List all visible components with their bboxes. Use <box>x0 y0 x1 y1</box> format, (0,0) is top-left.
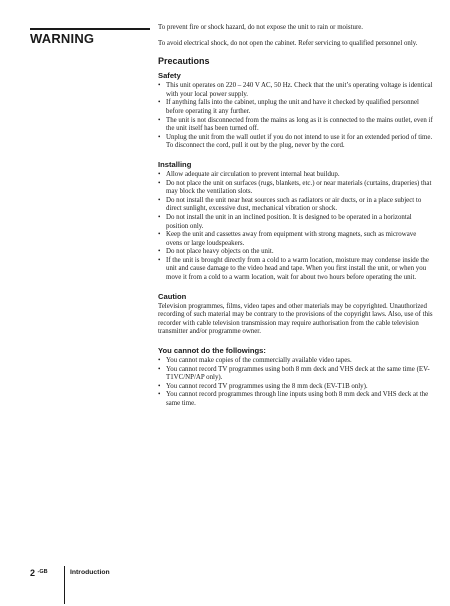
list-item: • Do not install the unit in an inclined position. It is designed to be operated in a horizontal position only. <box>158 214 434 231</box>
list-item: • If the unit is brought directly from a cold to a warm location, moisture may condense inside the unit and cause damage to the video head and tape. When you first install the unit, or when you move it from a cold to a warm location, wait for about two hours before operating the unit. <box>158 257 434 283</box>
list-item: • Do not install the unit near heat sources such as radiators or air ducts, or in a place subject to direct sunlight, excessive dust, mechanical vibration or shock. <box>158 197 434 214</box>
installing-heading: Installing <box>158 159 192 169</box>
caution-paragraph: Television programmes, films, video tapes and other materials may be copyrighted. Unauthorized recording of such material may be contrary to the provisions of the copyright laws. Also, use of this recorder with cable television transmission may require authorisation from the cable television transmitter and/or programme owner. <box>158 302 433 336</box>
warning-title: WARNING <box>30 31 95 46</box>
list-item: • You cannot make copies of the commercially available video tapes. <box>158 357 434 366</box>
list-item: • If anything falls into the cabinet, unplug the unit and have it checked by qualified personnel before operating it any further. <box>158 99 434 116</box>
list-item: • Allow adequate air circulation to prevent internal heat buildup. <box>158 171 434 180</box>
caution-heading: Caution <box>158 291 187 301</box>
cannot-list <box>158 357 434 409</box>
page-number <box>30 568 48 578</box>
list-item: • This unit operates on 220 – 240 V AC, 50 Hz. Check that the unit’s operating voltage is identical with your local power supply. <box>158 82 434 99</box>
cannot-heading: You cannot do the followings: <box>158 346 266 356</box>
intro-paragraph-1: To prevent fire or shock hazard, do not expose the unit to rain or moisture. <box>158 24 364 31</box>
list-item: • The unit is not disconnected from the mains as long as it is connected to the mains outlet, even if the unit itself has been turned off. <box>158 117 434 134</box>
list-item: • You cannot record TV programmes using both 8 mm deck and VHS deck at the same time (EV-T1VC/NP/AP only). <box>158 366 434 383</box>
page-number-suffix: -GB <box>37 569 48 575</box>
installing-list <box>158 171 434 283</box>
intro-paragraph-2: To avoid electrical shock, do not open the cabinet. Refer servicing to qualified personnel only. <box>158 39 418 47</box>
title-rule <box>30 28 150 30</box>
list-item: • Unplug the unit from the wall outlet if you do not intend to use it for an extended period of time. To disconnect the cord, pull it out by the plug, never by the cord. <box>158 134 434 151</box>
list-item: • Do not place heavy objects on the unit. <box>158 248 434 257</box>
section-label: Introduction <box>70 569 110 576</box>
list-item: • You cannot record programmes through line inputs using both 8 mm deck and VHS deck at the same time. <box>158 391 434 408</box>
list-item: • You cannot record TV programmes using the 8 mm deck (EV-T1B only). <box>158 383 434 392</box>
safety-list <box>158 82 434 151</box>
main-content <box>158 24 434 413</box>
page-number-value: 2 <box>30 568 36 578</box>
safety-heading: Safety <box>158 71 181 81</box>
precautions-heading: Precautions <box>158 56 210 67</box>
list-item: • Do not place the unit on surfaces (rugs, blankets, etc.) or near materials (curtains, draperies) that may block the ventilation slots. <box>158 180 434 197</box>
footer-divider <box>64 566 65 604</box>
list-item: • Keep the unit and cassettes away from equipment with strong magnets, such as microwave ovens or large loudspeakers. <box>158 231 434 248</box>
